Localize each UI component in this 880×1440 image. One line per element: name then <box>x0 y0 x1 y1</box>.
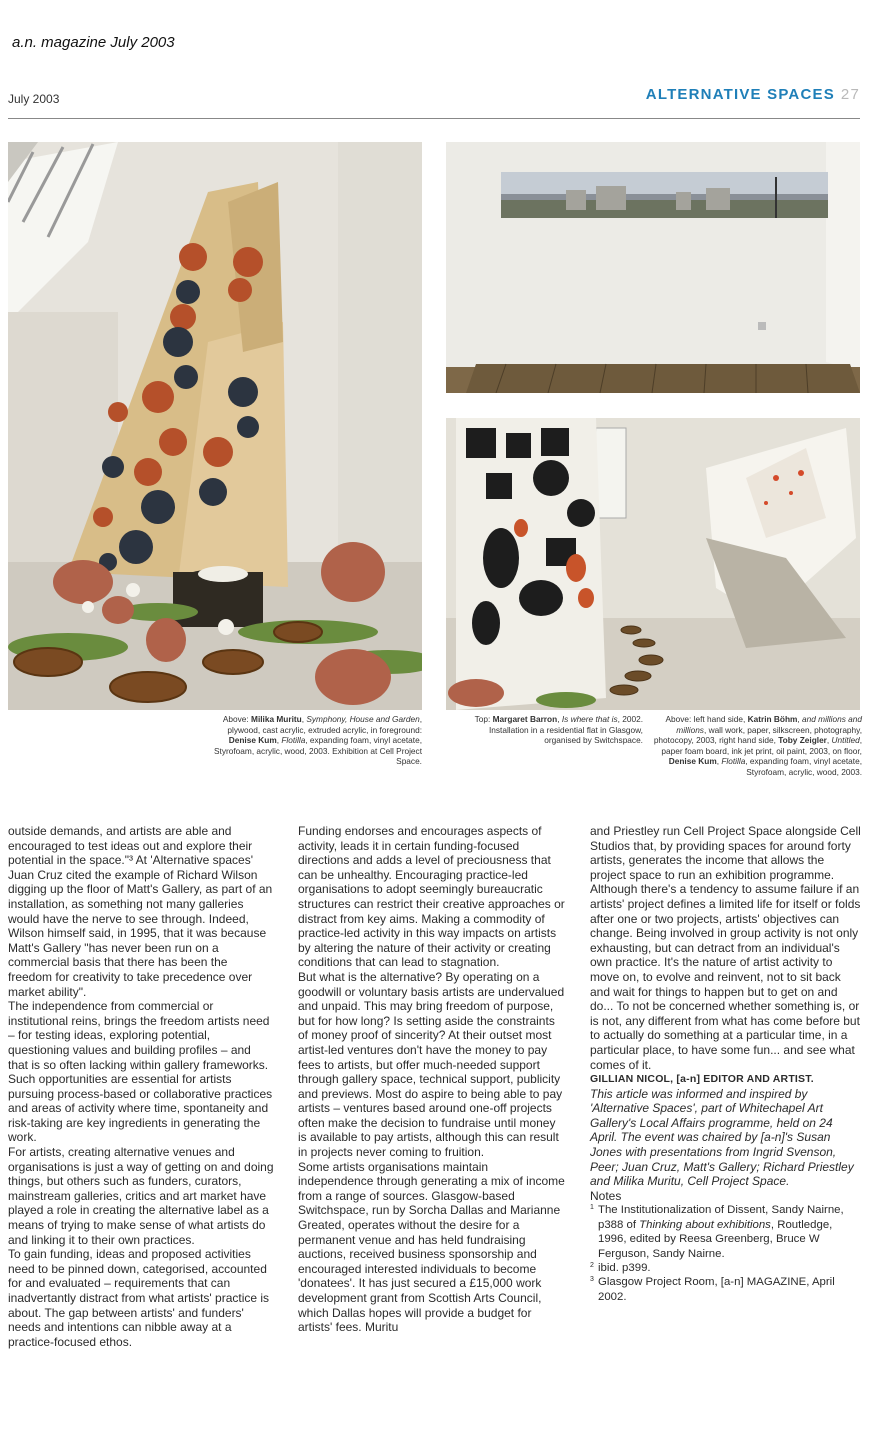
paragraph: Funding endorses and encourages aspects of activity, leads it in certain funding-focused directions and adds a level of preciousness that can be unhealthy. Encouraging practice-led organisations to adopt seemingly bureaucratic structures can restrict their creative approaches or distract from key aims. Making a commodity of practice-led activity in this way impacts on artists by altering the nature of their activity or creating conditions that can lead to stagnation. <box>298 824 565 970</box>
caption-detail: , wall work, paper, silkscreen, photography, photocopy, 2003, right hand side, <box>653 724 862 746</box>
paragraph: Some artists organisations maintain independence through generating a mix of income from a range of sources. Glasgow-based Switchspace, run by Sorcha Dallas and Marianne Greated, operates without the desire for a permanent venue and has held fundraising auctions, received business sponsorship and encouraged interested individuals to become 'donatees'. It has just secured a £15,000 work development grant from Scottish Arts Council, which Dallas hopes will provide a budget for artists' fees. Muritu <box>298 1159 565 1335</box>
caption-artist: Denise Kum <box>668 756 717 767</box>
caption-work-title: Is where that is <box>561 714 618 724</box>
caption-separator: , <box>557 714 562 724</box>
caption-detail: , expanding foam, vinyl acetate, Styrofoam, acrylic, wood, 2003. <box>745 756 862 777</box>
caption-artist: Milika Muritu <box>251 714 302 724</box>
caption-artist: Margaret Barron <box>492 714 558 724</box>
caption-work-title: Flotilla <box>281 735 306 746</box>
page-number: 27 <box>840 86 860 103</box>
caption-separator: , <box>276 735 282 746</box>
paragraph: outside demands, and artists are able and encouraged to test ideas out and explore their potential in the space."³ At 'Alternative spaces' Juan Cruz cited the example of Richard Wilson digging up the floor of Matt's Gallery, as part of an installation, as something not many galleries would have the nerve to see through. Indeed, Wilson himself said, in 1995, that it was because Matt's Gallery "has never been run on a commercial basis that there has been the freedom for creativity to take precedence over market ability". <box>8 824 273 999</box>
paragraph: To gain funding, ideas and proposed activities need to be pinned down, categorised, accounted for and evaluated – requirements that can inadvertantly distract from what artists' practice is about. The gap between artists' and funders' needs and intentions can nibble away at a practice-focused ethos. <box>8 1247 270 1349</box>
issue-date: July 2003 <box>8 92 60 106</box>
caption-middle <box>455 714 643 746</box>
caption-work-title: Symphony, House and Garden <box>306 714 420 724</box>
photo-gallery-installation <box>8 142 422 710</box>
paragraph: For artists, creating alternative venues and organisations is just a way of getting on and doing things, but others such as funders, curators, mainstream galleries, critics and art market have played a role in creating the alternative label as a means of trying to make sense of what artists do and linking it to their own practices. <box>8 1145 274 1247</box>
note-text: ibid. p399. <box>598 1262 651 1275</box>
caption-prefix: Above: left hand side, <box>665 714 748 724</box>
caption-work-title: and millions and millions <box>676 714 862 735</box>
paragraph: and Priestley run Cell Project Space alongside Cell Studios that, by providing spaces for around forty artists, generates the income that allows the project space to run an exhibition programme. <box>590 824 861 882</box>
caption-detail: , paper foam board, ink jet print, oil paint, 2003, on floor, <box>661 735 862 756</box>
caption-artist: Denise Kum <box>228 735 277 746</box>
caption-detail: , plywood, cast acrylic, extruded acrylic, in foreground: <box>227 714 422 735</box>
paragraph: The independence from commercial or institutional reins, brings the freedom artists need – for testing ideas, exploring potential, questioning values and building profiles – and that is so often lacking within gallery frameworks. Such opportunities are essential for artists pursuing process-based or collaborative practices and areas of activity where time, spontaneity and risk-taking are key ingredients in generating the work. <box>8 999 273 1145</box>
author-byline: GILLIAN NICOL, [a-n] EDITOR AND ARTIST. <box>590 1073 814 1086</box>
magazine-stamp: a.n. magazine July 2003 <box>12 34 175 51</box>
caption-artist: Katrin Böhm <box>747 714 798 724</box>
header-rule <box>8 118 860 119</box>
note-text: The Institutionalization of Dissent, Sandy Nairne, p388 of <box>598 1204 844 1231</box>
note-item <box>590 1203 862 1261</box>
article-credit: This article was informed and inspired by 'Alternative Spaces', part of Whitechapel Art Gallery's Local Affairs programme, held on 24 April. The event was chaired by [a-n]'s Susan Jones with presentations from Ingrid Svenson, Peer; Juan Cruz, Matt's Gallery; Richard Priestley and Milika Muritu, Cell Project Space. <box>590 1086 854 1189</box>
section-label: ALTERNATIVE SPACES <box>645 86 835 103</box>
caption-detail: , expanding foam, vinyl acetate, Styrofoam, acrylic, wood, 2003. Exhibition at Cell Project Space. <box>214 735 422 767</box>
caption-separator: , <box>716 756 722 767</box>
note-text: , Routledge, 1996, edited by Reesa Greenberg, Bruce W Ferguson, Sandy Nairne. <box>598 1218 833 1260</box>
note-number: 1 <box>590 1204 594 1212</box>
photo-residential-flat <box>446 142 860 393</box>
note-text: Glasgow Project Room, [a-n] MAGAZINE, April 2002. <box>598 1276 835 1303</box>
photo-wall-installation <box>446 418 860 710</box>
notes-title: Notes <box>590 1188 622 1203</box>
note-number: 3 <box>590 1276 594 1284</box>
caption-separator: , <box>301 714 307 724</box>
note-book-title: Thinking about exhibitions <box>639 1218 771 1231</box>
caption-work-title: Flotilla <box>721 756 746 767</box>
article-column-1 <box>8 824 274 1349</box>
paragraph: But what is the alternative? By operating on a goodwill or voluntary basis artists are undervalued and unpaid. This may bring freedom of purpose, but for how long? Is setting aside the constraints of money proof of sincerity? At their outset most artist-led ventures don't have the money to pay fees to artists, but offer much-needed support through gallery space, technical support, publicity and previews. Most do aspire to being able to pay artists – ventures based around one-off projects often make the decision to fundraise until money is available to pay artists, although this can result in projects never coming to fruition. <box>298 969 565 1160</box>
note-item <box>590 1275 862 1304</box>
section-title <box>646 86 860 103</box>
caption-separator: , <box>826 735 832 746</box>
caption-artist: Toby Zeigler <box>778 735 827 746</box>
caption-work-title: Untitled <box>831 735 860 746</box>
caption-prefix: Above: <box>222 714 252 724</box>
caption-right <box>652 714 862 778</box>
caption-left <box>212 714 422 767</box>
article-column-2 <box>298 824 566 1335</box>
caption-separator: , <box>797 714 803 724</box>
caption-detail: , 2002. Installation in a residential flat in Glasgow, organised by Switchspace. <box>488 714 643 746</box>
note-number: 2 <box>590 1262 594 1270</box>
paragraph: Although there's a tendency to assume failure if an artists' project defines a limited life for itself or folds after one or two projects, artists' objectives can change. Being involved in group activity is not only exhausting, but can detract from an individual's own practice. It's the nature of artist activity to move on, to evolve and reinvent, not to sit back and wait for things to happen but to get on and do... To not be concerned whether something is, or is not, any different from what has come before but to actually do something at a particular time, in a particular place, to have some fun... and see what comes of it. <box>590 882 861 1072</box>
note-item <box>590 1261 862 1275</box>
article-column-3 <box>590 824 862 1304</box>
caption-prefix: Top: <box>474 714 493 724</box>
